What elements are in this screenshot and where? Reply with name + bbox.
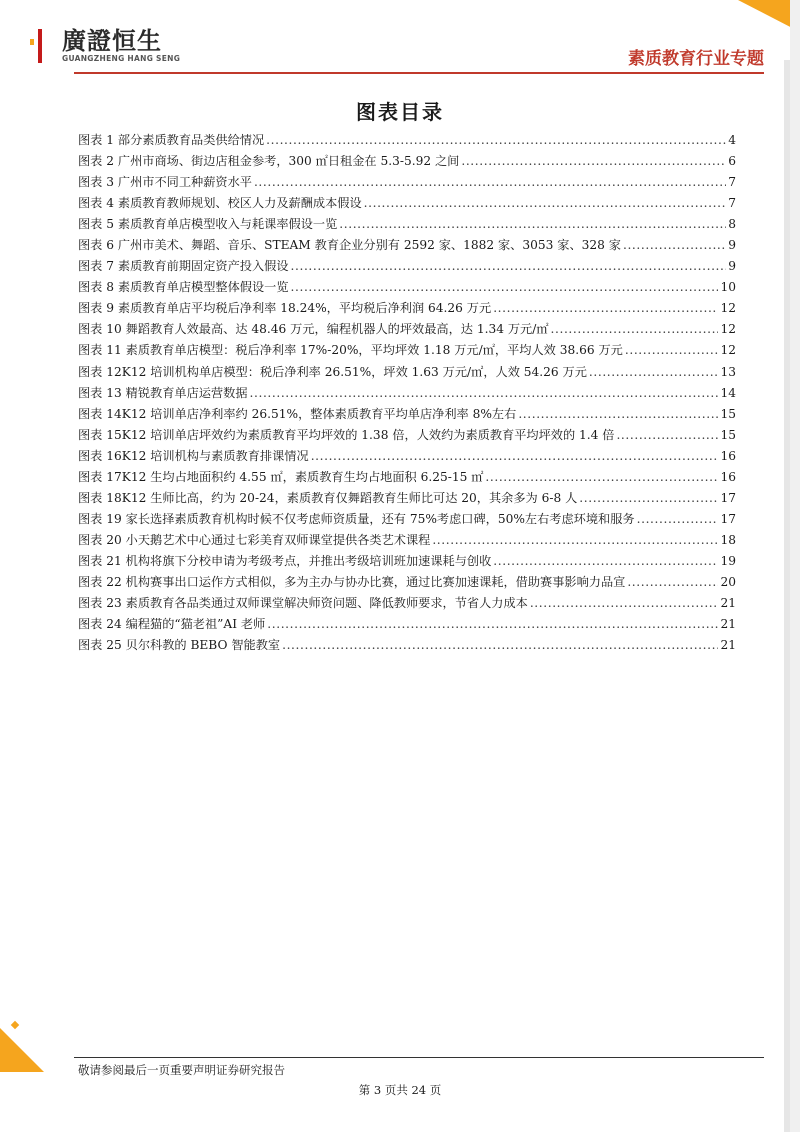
footer-divider (74, 1057, 764, 1058)
toc-entry-page: 12 (720, 343, 736, 358)
toc-entry-label: 图表 24 编程猫的“猫老祖”AI 老师 (78, 617, 266, 632)
toc-entry-page: 14 (720, 385, 736, 400)
header-divider (74, 72, 764, 74)
toc-leader-dots (291, 256, 727, 277)
report-category-title: 素质教育行业专题 (628, 49, 764, 69)
toc-leader-dots (493, 551, 718, 572)
toc-leader-dots (579, 488, 718, 509)
toc-entry-label: 图表 16K12 培训机构与素质教育排课情况 (78, 448, 309, 463)
toc-leader-dots (493, 298, 718, 319)
toc-leader-dots (266, 130, 726, 151)
toc-entry[interactable] (78, 256, 736, 277)
corner-decoration-bottom (0, 1028, 44, 1072)
toc-leader-dots (530, 593, 719, 614)
toc-leader-dots (432, 530, 718, 551)
toc-entry-page: 17 (720, 511, 736, 526)
toc-leader-dots (291, 277, 719, 298)
toc-entry-label: 图表 20 小天鹅艺术中心通过七彩美育双师课堂提供各类艺术课程 (78, 532, 431, 547)
toc-entry[interactable] (78, 340, 736, 361)
logo-chinese-name: 廣證恒生 (62, 27, 162, 55)
company-logo (30, 28, 180, 64)
toc-entry-label: 图表 10 舞蹈教育人效最高、达 48.46 万元，编程机器人的坪效最高，达 1.34 万元/㎡ (78, 322, 549, 337)
toc-entry-label: 图表 7 素质教育前期固定资产投入假设 (78, 259, 289, 274)
toc-entry-page: 8 (728, 217, 736, 232)
toc-leader-dots (364, 193, 727, 214)
toc-entry-label: 图表 23 素质教育各品类通过双师课堂解决师资问题、降低教师要求，节省人力成本 (78, 596, 528, 611)
toc-entry-label: 图表 5 素质教育单店模型收入与耗课率假设一览 (78, 217, 338, 232)
toc-entry[interactable] (78, 298, 736, 319)
toc-entry[interactable] (78, 551, 736, 572)
toc-entry-label: 图表 6 广州市美术、舞蹈、音乐、STEAM 教育企业分别有 2592 家、1882 家、3053 家、328 家 (78, 238, 621, 253)
toc-entry[interactable] (78, 277, 736, 298)
logo-mark-icon (30, 29, 56, 63)
toc-entry-page: 9 (728, 238, 736, 253)
toc-entry[interactable] (78, 151, 736, 172)
toc-leader-dots (485, 467, 718, 488)
toc-entry[interactable] (78, 404, 736, 425)
toc-leader-dots (589, 362, 719, 383)
footer-disclaimer: 敬请参阅最后一页重要声明证券研究报告 (78, 1063, 285, 1077)
toc-leader-dots (282, 635, 718, 656)
toc-entry-page: 17 (720, 490, 736, 505)
toc-entry-page: 20 (720, 574, 736, 589)
toc-leader-dots (623, 235, 726, 256)
toc-entry-label: 图表 1 部分素质教育品类供给情况 (78, 133, 265, 147)
toc-entry-page: 16 (720, 448, 736, 463)
toc-leader-dots (551, 319, 719, 340)
toc-entry-label: 图表 3 广州市不同工种薪资水平 (78, 175, 252, 190)
toc-entry[interactable] (78, 572, 736, 593)
toc-entry[interactable] (78, 193, 736, 214)
logo-english-name: GUANGZHENG HANG SENG (62, 54, 181, 63)
toc-leader-dots (254, 172, 726, 193)
toc-entry-page: 6 (728, 154, 736, 169)
toc-leader-dots (267, 614, 718, 635)
toc-entry-page: 9 (728, 259, 736, 274)
page-number: 第 3 页共 24 页 (358, 1083, 442, 1097)
toc-entry-label: 图表 21 机构将旗下分校申请为考级考点，并推出考级培训班加速课耗与创收 (78, 553, 492, 568)
toc-entry-page: 15 (720, 427, 736, 442)
toc-leader-dots (616, 425, 718, 446)
toc-entry-page: 7 (728, 175, 736, 190)
toc-entry[interactable] (78, 530, 736, 551)
toc-entry-page: 12 (720, 322, 736, 337)
table-of-figures (78, 130, 736, 656)
toc-entry[interactable] (78, 614, 736, 635)
right-edge-shadow (784, 60, 790, 1132)
toc-leader-dots (461, 151, 726, 172)
toc-entry[interactable] (78, 635, 736, 656)
toc-entry[interactable] (78, 488, 736, 509)
toc-entry-page: 16 (720, 469, 736, 484)
toc-entry-label: 图表 25 贝尔科教的 BEBO 智能教室 (78, 638, 281, 653)
toc-entry-label: 图表 14K12 培训单店净利率约 26.51%，整体素质教育平均单店净利率 8%左右 (78, 406, 517, 421)
toc-entry[interactable] (78, 214, 736, 235)
toc-entry[interactable] (78, 235, 736, 256)
toc-leader-dots (625, 340, 719, 361)
toc-leader-dots (637, 509, 719, 530)
toc-entry[interactable] (78, 467, 736, 488)
toc-entry[interactable] (78, 425, 736, 446)
toc-leader-dots (311, 446, 719, 467)
toc-entry-label: 图表 17K12 生均占地面积约 4.55 ㎡，素质教育生均占地面积 6.25-15 ㎡ (78, 469, 484, 484)
toc-leader-dots (339, 214, 726, 235)
toc-entry-label: 图表 8 素质教育单店模型整体假设一览 (78, 280, 289, 295)
toc-heading: 图表目录 (356, 100, 444, 124)
toc-entry-page: 12 (720, 301, 736, 316)
toc-entry-page: 21 (720, 617, 736, 632)
toc-entry[interactable] (78, 593, 736, 614)
toc-entry-page: 21 (720, 638, 736, 653)
toc-entry[interactable] (78, 130, 736, 151)
toc-entry-label: 图表 13 精锐教育单店运营数据 (78, 385, 248, 400)
toc-entry-page: 19 (720, 553, 736, 568)
toc-entry-label: 图表 18K12 生师比高，约为 20-24，素质教育仅舞蹈教育生师比可达 20，其余多为 6-8 人 (78, 490, 578, 505)
right-edge-bar (790, 0, 800, 1132)
toc-entry-label: 图表 4 素质教育教师规划、校区人力及薪酬成本假设 (78, 196, 362, 211)
toc-entry[interactable] (78, 319, 736, 340)
toc-entry-page: 4 (728, 133, 736, 147)
toc-leader-dots (627, 572, 718, 593)
toc-entry-label: 图表 2 广州市商场、街边店租金参考，300 ㎡日租金在 5.3-5.92 之间 (78, 154, 460, 169)
toc-entry-page: 7 (728, 196, 736, 211)
toc-entry-page: 21 (720, 596, 736, 611)
toc-entry-label: 图表 22 机构赛事出口运作方式相似，多为主办与协办比赛，通过比赛加速课耗，借助赛事影响力品宣 (78, 574, 626, 589)
toc-entry-page: 15 (720, 406, 736, 421)
toc-leader-dots (250, 383, 719, 404)
toc-leader-dots (518, 404, 718, 425)
toc-entry[interactable] (78, 172, 736, 193)
toc-entry[interactable] (78, 446, 736, 467)
toc-entry-label: 图表 15K12 培训单店坪效约为素质教育平均坪效的 1.38 倍，人效约为素质教育平均坪效的 1.4 倍 (78, 427, 615, 442)
toc-entry-label: 图表 19 家长选择素质教育机构时候不仅考虑师资质量，还有 75%考虑口碑，50%左右考虑环境和服务 (78, 511, 635, 526)
toc-entry-label: 图表 12K12 培训机构单店模型：税后净利率 26.51%，坪效 1.63 万元/㎡，人效 54.26 万元 (78, 364, 587, 379)
toc-entry-page: 10 (720, 280, 736, 295)
toc-entry-page: 13 (720, 364, 736, 379)
toc-entry[interactable] (78, 383, 736, 404)
toc-entry[interactable] (78, 509, 736, 530)
toc-entry-label: 图表 11 素质教育单店模型：税后净利率 17%-20%，平均坪效 1.18 万元/㎡，平均人效 38.66 万元 (78, 343, 623, 358)
toc-entry-page: 18 (720, 532, 736, 547)
toc-entry[interactable] (78, 362, 736, 383)
toc-entry-label: 图表 9 素质教育单店平均税后净利率 18.24%，平均税后净利润 64.26 万元 (78, 301, 492, 316)
